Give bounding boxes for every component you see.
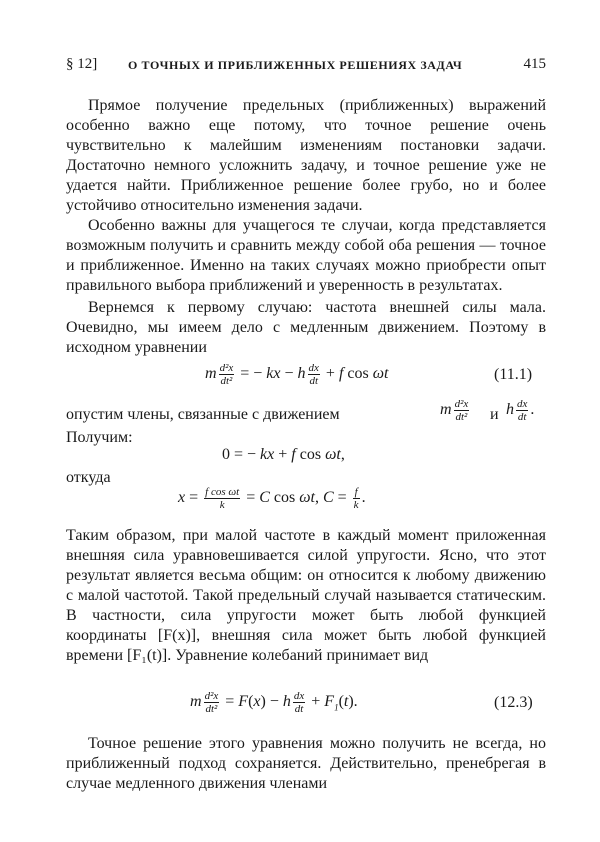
equation-12-3: m $\frac{\text{d²x}}{\text{dt²}}$ = F(x) − h $\frac{dx}{dt}$ + $F_1(t)$. — [190, 690, 358, 715]
page-number: 415 — [523, 56, 546, 72]
paragraph-5: Точное решение этого уравнения можно получить не всегда, но приближенный подход сохраняется. Действительно, пренебрегая в случае медленного движения членами — [66, 735, 546, 792]
paragraph-2: Особенно важны для учащегося те случаи, когда представляется возможным получить и сравнить между собой оба решения — точное и приближенное. Именно на таких случаях можно приобрести опыт правильного выбора приближений и уверенность в результатах. — [66, 217, 546, 294]
inline-term-damping: h $\frac{dx}{dt}$ . — [506, 398, 535, 423]
drop-terms-text: опустим члены, связанные с движением — [66, 406, 340, 423]
equation-solution: x = $\frac{\text{f cos ωt}}{k}$ = C cos ωt, C = $\frac{f}{k}$ . — [178, 486, 366, 511]
equation-11-1: m $\frac{\text{d²x}}{\text{dt²}}$ = − kx − h $\frac{dx}{dt}$ + f cos ωt — [205, 362, 389, 387]
page-header — [66, 56, 546, 80]
paragraph-1: Прямое получение предельных (приближенных) выражений особенно важно еще потому, что точное решение очень чувствительно к малейшим изменениям постановки задачи. Достаточно немного усложнить задачу, и точное решение уже не удается найти. Приближенное решение более грубо, но и более устойчиво относительно изменения задачи. — [66, 97, 546, 214]
inline-term-acceleration: m $\frac{\text{d²x}}{\text{dt²}}$ — [440, 398, 469, 423]
running-title: О ТОЧНЫХ И ПРИБЛИЖЕННЫХ РЕШЕНИЯХ ЗАДАЧ — [128, 58, 463, 72]
and-text: и — [490, 406, 499, 423]
section-mark: § 12] — [66, 56, 98, 72]
whence-text: откуда — [66, 469, 111, 486]
equation-static: 0 = − kx + f cos ωt, — [222, 446, 345, 463]
we-get-text: Получим: — [66, 429, 133, 446]
paragraph-4: Таким образом, при малой частоте в каждый момент приложенная внешняя сила уравновешивается силой упругости. Ясно, что этот результат является весьма общим: он относится к любому движению с малой частотой. Такой предельный случай называется статическим. В частности, сила упругости может быть любой функцией координаты [F(x)], внешняя сила может быть любой функцией времени [F₁(t)]. Уравнение колебаний принимает вид — [66, 527, 546, 664]
paragraph-3: Вернемся к первому случаю: частота внешней силы мала. Очевидно, мы имеем дело с медленным движением. Поэтому в исходном уравнении — [66, 299, 546, 356]
equation-11-1-number: (11.1) — [494, 366, 533, 383]
equation-12-3-number: (12.3) — [494, 694, 533, 711]
